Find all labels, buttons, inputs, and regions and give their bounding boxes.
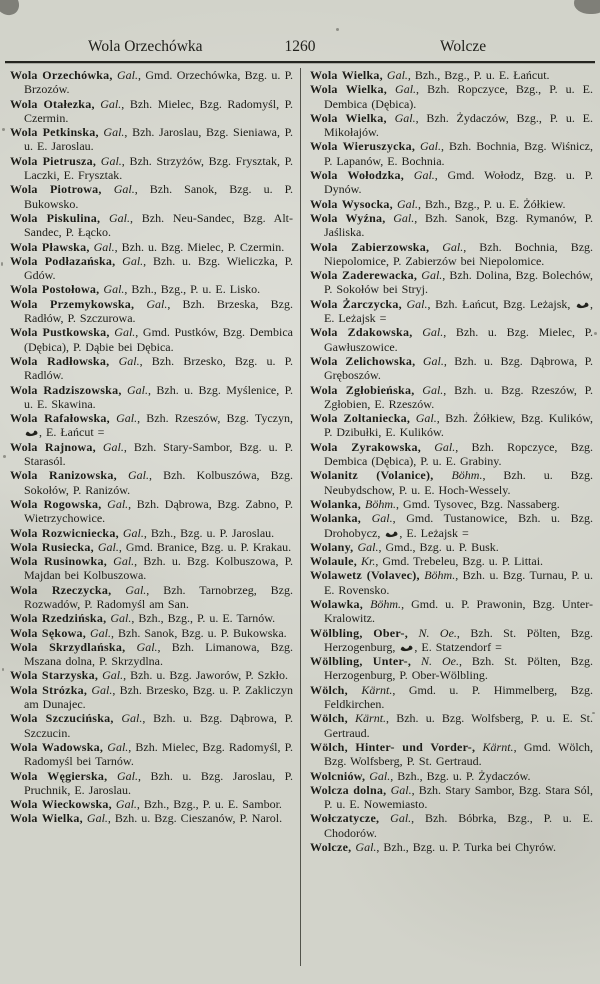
gazetteer-entry: Wola Wieckowska, Gal., Bzh., Bzg., P. u. E. Sambor. [10, 797, 282, 812]
post-horn-icon [400, 644, 413, 652]
entry-region-abbrev: Gal. [422, 353, 444, 368]
entry-headword: Wola Rzeczycka, [10, 582, 112, 597]
gazetteer-entry: Wola Otałezka, Gal., Bzh. Mielec, Bzg. Radomyśl, P. Czermin. [10, 96, 293, 125]
entry-headword: Wola Zoltaniecka, [310, 411, 411, 426]
post-horn-icon [25, 429, 38, 437]
gazetteer-entry: Wola Rogowska, Gal., Bzh. Dąbrowa, Bzg. Zabno, P. Wietrzychowice. [10, 496, 294, 526]
entry-region-abbrev: Gal. [113, 554, 135, 569]
entry-region-abbrev: Gal. [395, 82, 417, 97]
entry-region-abbrev: Gal. [86, 811, 108, 826]
gazetteer-entry: Wola Szczucińska, Gal., Bzh. u. Bzg. Dąbrowa, P. Szczucin. [10, 711, 294, 740]
entry-region-abbrev: Gal. [121, 711, 143, 726]
entry-region-abbrev: Gal. [118, 353, 140, 368]
gazetteer-entry: Wola Rzedzińska, Gal., Bzh., Bzg., P. u. E. Tarnów. [10, 611, 276, 626]
entry-headword: Wola Rogowska, [10, 496, 102, 511]
entry-headword: Wola Wołodzka, [310, 168, 405, 183]
entry-region-abbrev: N. Oe. [418, 625, 457, 640]
gazetteer-entry: Wolcza dolna, Gal., Bzh. Stary Sambor, Bzg. Stara Sól, P. u. E. Nowemiasto. [310, 782, 593, 812]
entry-region-abbrev: Gal. [146, 296, 168, 311]
entry-region-abbrev: Böhm. [424, 568, 456, 583]
entry-region-abbrev: Gal. [100, 96, 122, 111]
gazetteer-entry: Wola Sękowa, Gal., Bzh. Sanok, Bzg. u. P. Bukowska. [10, 625, 287, 640]
entry-region-abbrev: Gal. [390, 811, 412, 826]
entry-headword: Wola Przemykowska, [10, 296, 135, 311]
gazetteer-entry: Wola Podłazańska, Gal., Bzh. u. Bzg. Wieliczka, P. Gdów. [10, 253, 293, 283]
header-right-keyword: Wolcze [440, 38, 487, 55]
gazetteer-entry: Wölch, Hinter- und Vorder-, Kärnt., Gmd. Wölch, Bzg. Wolfsberg, P. St. Gertraud. [310, 739, 593, 769]
gazetteer-entry: Wölch, Kärnt., Bzh. u. Bzg. Wolfsberg, P. u. E. St. Gertraud. [310, 711, 593, 740]
scan-artifact [3, 455, 6, 458]
entry-region-abbrev: Kr. [361, 554, 376, 569]
entry-headword: Wola Starzyska, [10, 668, 99, 683]
gazetteer-entry: Wola Żarczycka, Gal., Bzh. Łańcut, Bzg. Leżajsk, , E. Leżajsk = [310, 296, 594, 326]
entry-headword: Wölch, Hinter- und Vorder-, [310, 739, 476, 754]
scan-artifact [336, 28, 339, 31]
entry-headword: Wolaule, [310, 554, 358, 569]
entry-region-abbrev: Kärnt. [482, 739, 514, 754]
gazetteer-entry: Wola Petkinska, Gal., Bzh. Jaroslau, Bzg. Sieniawa, P. u. E. Jaroslau. [10, 125, 294, 154]
entry-region-abbrev: Gal. [90, 625, 112, 640]
gazetteer-entry: Wölbling, Ober-, N. Oe., Bzh. St. Pölten, Bzg. Herzogenburg, , E. Statzendorf = [310, 625, 594, 654]
gazetteer-entry: Wola Rafałowska, Gal., Bzh. Rzeszów, Bzg. Tyczyn, , E. Łańcut = [10, 411, 293, 440]
entry-region-abbrev: Böhm. [370, 596, 402, 611]
entry-region-abbrev: Gal. [415, 411, 437, 426]
entry-region-abbrev: Gal. [97, 539, 119, 554]
entry-region-abbrev: N. Oe. [421, 654, 459, 669]
entry-headword: Wola Strózka, [10, 682, 88, 697]
gazetteer-entry: Wola Wielka, Gal., Bzh. Żydaczów, Bzg., P. u. E. Mikołajów. [310, 110, 594, 140]
entry-headword: Wola Węgierska, [10, 768, 108, 783]
entry-headword: Wölch, [310, 682, 348, 697]
gazetteer-entry: Wola Rozwicniecka, Gal., Bzh., Bzg. u. P. Jaroslau. [10, 525, 275, 540]
entry-region-abbrev: Gal. [116, 768, 138, 783]
entry-region-abbrev: Gal. [102, 439, 124, 454]
entry-region-abbrev: Kärnt. [361, 682, 393, 697]
entry-region-abbrev: Gal. [127, 382, 148, 397]
gazetteer-entry: Wola Zgłobieńska, Gal., Bzh. u. Bzg. Rzeszów, P. Zgłobien, E. Rzeszów. [310, 382, 594, 411]
entry-headword: Wolcniów, [310, 768, 366, 783]
entry-region-abbrev: Gal. [136, 639, 158, 654]
gazetteer-entry: Wolcze, Gal., Bzh., Bzg. u. P. Turka bei Chyrów. [310, 840, 556, 855]
gazetteer-entry: Wolawka, Böhm., Gmd. u. P. Prawonin, Bzg. Unter-Kralowitz. [310, 596, 594, 626]
gazetteer-entry: Wola Zdakowska, Gal., Bzh. u. Bzg. Mielec, P. Gawłuszowice. [310, 325, 593, 354]
entry-headword: Wolany, [310, 539, 354, 554]
gazetteer-entry: Wola Rusinowka, Gal., Bzh. u. Bzg. Kolbuszowa, P. Majdan bei Kolbuszowa. [10, 554, 294, 583]
entry-headword: Wola Orzechówka, [10, 68, 113, 82]
entry-headword: Wolcze, [310, 840, 352, 855]
entry-region-abbrev: Gal. [357, 539, 379, 554]
gazetteer-entry: Wola Pustkowska, Gal., Gmd. Pustków, Bzg. Dembica (Dębica), P. Dąbie bei Dębica. [10, 325, 293, 354]
gazetteer-entry: Wola Zaderewacka, Gal., Bzh. Dolina, Bzg. Bolechów, P. Sokołów bei Stryj. [310, 268, 594, 297]
entry-headword: Wola Rusinowka, [10, 554, 107, 569]
entry-headword: Wola Otałezka, [10, 96, 95, 111]
entry-region-abbrev: Gal. [103, 125, 125, 140]
entry-region-abbrev: Gal. [422, 382, 444, 397]
gazetteer-entry: Wola Węgierska, Gal., Bzh. u. Bzg. Jaroslau, P. Pruchnik, E. Jaroslau. [10, 768, 293, 797]
entry-region-abbrev: Gal. [420, 139, 442, 154]
post-horn-icon [576, 301, 589, 309]
entry-headword: Wola Wyźna, [310, 210, 386, 225]
entry-region-abbrev: Böhm. [451, 468, 483, 483]
gazetteer-entry: Wolcniów, Gal., Bzh., Bzg. u. P. Żydaczów. [310, 768, 531, 783]
entry-headword: Wola Ranizowska, [10, 468, 117, 483]
entry-region-abbrev: Gal. [116, 411, 138, 426]
entry-headword: Wola Wielka, [310, 110, 387, 125]
entry-headword: Wolanka, [310, 496, 362, 511]
entry-headword: Wołczatycze, [310, 811, 380, 826]
entry-headword: Wola Piskulina, [10, 210, 101, 225]
entry-headword: Wola Wielka, [10, 811, 83, 826]
gazetteer-entry: Wola Orzechówka, Gal., Gmd. Orzechówka, Bzg. u. P. Brzozów. [10, 68, 294, 97]
entry-headword: Wola Podłazańska, [10, 253, 116, 268]
scan-artifact [2, 128, 5, 131]
gazetteer-entry: Wola Rusiecka, Gal., Gmd. Branice, Bzg. u. P. Krakau. [10, 539, 292, 554]
entry-region-abbrev: Gal. [371, 511, 393, 526]
header-rule [5, 61, 595, 63]
entry-region-abbrev: Gal. [369, 768, 391, 783]
scan-artifact [2, 668, 4, 671]
gazetteer-entry: Wola Piskulina, Gal., Bzh. Neu-Sandec, Bzg. Alt-Sandec, P. Łącko. [10, 210, 294, 240]
gazetteer-entry: Wola Ranizowska, Gal., Bzh. Kolbuszówa, Bzg. Sokołów, P. Ranizów. [10, 468, 294, 497]
gazetteer-entry: Wolawetz (Volavec), Böhm., Bzh. u. Bzg. Turnau, P. u. E. Rovensko. [310, 568, 594, 597]
gazetteer-entry: Wolanka, Böhm., Gmd. Tysovec, Bzg. Nassaberg. [310, 496, 560, 511]
entry-headword: Wola Rafałowska, [10, 411, 110, 426]
gazetteer-entry: Wolaule, Kr., Gmd. Trebeleu, Bzg. u. P. Littai. [310, 554, 544, 569]
entry-headword: Wola Zyrakowska, [310, 439, 421, 454]
gazetteer-entry: Wola Wielka, Gal., Bzh. u. Bzg. Cieszanów, P. Narol. [10, 811, 283, 826]
entry-headword: Wola Zabierzowska, [310, 239, 430, 254]
entry-headword: Wola Rajnowa, [10, 439, 96, 454]
gazetteer-entry: Wola Postołowa, Gal., Bzh., Bzg., P. u. E. Lisko. [10, 282, 261, 297]
column-left [10, 68, 300, 966]
running-header [0, 38, 600, 58]
gazetteer-entry: Wola Piotrowa, Gal., Bzh. Sanok, Bzg. u. P. Bukowsko. [10, 182, 294, 211]
entry-region-abbrev: Böhm. [365, 496, 397, 511]
gazetteer-entry: Wola Rajnowa, Gal., Bzh. Stary-Sambor, Bzg. u. P. Starasól. [10, 439, 293, 469]
gazetteer-entry: Wola Radziszowska, Gal., Bzh. u. Bzg. Myślenice, P. u. E. Skawina. [10, 382, 293, 411]
entry-region-abbrev: Gal. [390, 782, 412, 797]
entry-region-abbrev: Kärnt. [355, 711, 387, 726]
entry-headword: Wolcza dolna, [310, 782, 387, 797]
entry-headword: Wola Rozwicniecka, [10, 525, 119, 540]
gazetteer-entry: Wola Przemykowska, Gal., Bzh. Brzeska, Bzg. Radłów, P. Szczurowa. [10, 296, 293, 326]
entry-region-abbrev: Gal. [127, 468, 149, 483]
entry-headword: Wola Pietrusza, [10, 153, 97, 168]
entry-region-abbrev: Gal. [442, 239, 464, 254]
gazetteer-entry: Wola Wielka, Gal., Bzh., Bzg., P. u. E. Łańcut. [310, 68, 550, 82]
entry-region-abbrev: Gal. [393, 210, 415, 225]
entry-region-abbrev: Gal. [113, 182, 135, 197]
entry-region-abbrev: Gal. [102, 668, 124, 683]
entry-headword: Wola Zgłobieńska, [310, 382, 415, 397]
gazetteer-entry: Wola Pławska, Gal., Bzh. u. Bzg. Mielec, P. Czermin. [10, 239, 285, 254]
entry-region-abbrev: Gal. [103, 282, 125, 297]
entry-headword: Wola Postołowa, [10, 282, 100, 297]
entry-region-abbrev: Gal. [114, 325, 136, 340]
entry-headword: Wola Sękowa, [10, 625, 87, 640]
entry-headword: Wola Wieruszycka, [310, 139, 416, 154]
gazetteer-entry: Wola Radłowska, Gal., Bzh. Brzesko, Bzg. u. P. Radlów. [10, 353, 294, 383]
gazetteer-entry: Wola Zelichowska, Gal., Bzh. u. Bzg. Dąbrowa, P. Gręboszów. [310, 353, 594, 383]
gazetteer-entry: Wola Zyrakowska, Gal., Bzh. Ropczyce, Bzg. Dembica (Dębica), P. u. E. Grabiny. [310, 439, 594, 469]
gazetteer-entry: Wölch, Kärnt., Gmd. u. P. Himmelberg, Bzg. Feldkirchen. [310, 682, 594, 712]
entry-region-abbrev: Gal. [107, 739, 129, 754]
scan-artifact [594, 332, 597, 335]
entry-region-abbrev: Gal. [93, 239, 115, 254]
entry-headword: Wola Szczucińska, [10, 711, 114, 726]
gazetteer-entry: Wola Pietrusza, Gal., Bzh. Strzyżów, Bzg. Frysztak, P. Laczki, E. Frysztak. [10, 153, 294, 183]
entry-headword: Wola Radłowska, [10, 353, 110, 368]
gazetteer-entry: Wola Skrzydlańska, Gal., Bzh. Limanowa, Bzg. Mszana dolna, P. Skrzydlna. [10, 639, 294, 669]
gazetteer-entry: Wolany, Gal., Gmd., Bzg. u. P. Busk. [310, 539, 499, 554]
entry-region-abbrev: Gal. [122, 253, 144, 268]
column-divider [300, 68, 301, 966]
entry-headword: Wola Skrzydlańska, [10, 639, 126, 654]
entry-headword: Wola Wieckowska, [10, 797, 112, 812]
entry-headword: Wola Petkinska, [10, 125, 99, 140]
entry-headword: Wola Rzedzińska, [10, 611, 107, 626]
entry-headword: Wola Piotrowa, [10, 182, 102, 197]
entry-headword: Wölbling, Unter-, [310, 654, 412, 669]
gazetteer-entry: Wola Rzeczycka, Gal., Bzh. Tarnobrzeg, Bzg. Rozwadów, P. Radomyśl am San. [10, 582, 293, 611]
gazetteer-entry: Wola Wielka, Gal., Bzh. Ropczyce, Bzg., P. u. E. Dembica (Dębica). [310, 82, 594, 111]
gazetteer-entry: Wola Zabierzowska, Gal., Bzh. Bochnia, Bzg. Niepolomice, P. Zabierzów bei Niepolomice. [310, 239, 594, 268]
gazetteer-entry: Wölbling, Unter-, N. Oe., Bzh. St. Pölten, Bzg. Herzogenburg, P. Ober-Wölbling. [310, 654, 594, 683]
page-number: 1260 [284, 38, 316, 55]
entry-region-abbrev: Gal. [355, 840, 377, 855]
gazetteer-entry: Wola Wieruszycka, Gal., Bzh. Bochnia, Bzg. Wiśnicz, P. Lapanów, E. Bochnia. [310, 139, 593, 168]
entry-region-abbrev: Gal. [107, 496, 129, 511]
entry-region-abbrev: Gal. [100, 153, 122, 168]
entry-headword: Wola Zaderewacka, [310, 268, 418, 283]
entry-headword: Wolanitz (Volanice), [310, 468, 434, 483]
scan-artifact [1, 262, 3, 266]
entry-region-abbrev: Gal. [115, 797, 137, 812]
scan-artifact [0, 0, 24, 19]
entry-region-abbrev: Gal. [108, 210, 130, 225]
gazetteer-entry: Wola Wołodzka, Gal., Gmd. Wołodz, Bzg. u. P. Dynów. [310, 168, 593, 197]
text-columns [10, 68, 593, 966]
entry-region-abbrev: Gal. [413, 168, 435, 183]
entry-region-abbrev: Gal. [421, 268, 443, 283]
entry-region-abbrev: Gal. [110, 611, 132, 626]
gazetteer-entry: Wola Wyźna, Gal., Bzh. Sanok, Bzg. Rymanów, P. Jaśliska. [310, 210, 594, 240]
entry-headword: Wola Pławska, [10, 239, 90, 254]
entry-region-abbrev: Gal. [422, 325, 444, 340]
entry-headword: Wola Radziszowska, [10, 382, 122, 397]
entry-region-abbrev: Gal. [386, 68, 408, 82]
entry-headword: Wola Wadowska, [10, 739, 104, 754]
entry-headword: Wolawka, [310, 596, 364, 611]
gazetteer-entry: Wołczatycze, Gal., Bzh. Bóbrka, Bzg., P. u. E. Chodorów. [310, 811, 593, 840]
gazetteer-entry: Wolanitz (Volanice), Böhm., Bzh. u. Bzg. Neubydschow, P. u. E. Hoch-Wessely. [310, 468, 593, 497]
entry-region-abbrev: Gal. [122, 525, 144, 540]
entry-headword: Wola Rusiecka, [10, 539, 94, 554]
entry-region-abbrev: Gal. [117, 68, 139, 82]
post-horn-icon [385, 530, 398, 538]
entry-region-abbrev: Gal. [125, 582, 147, 597]
entry-headword: Wolawetz (Volavec), [310, 568, 420, 583]
gazetteer-entry: Wola Zoltaniecka, Gal., Bzh. Żółkiew, Bzg. Kulików, P. Dzibułki, E. Kulików. [310, 411, 594, 440]
scan-artifact [574, 0, 600, 14]
entry-region-abbrev: Gal. [394, 110, 416, 125]
entry-headword: Wola Wielka, [310, 82, 387, 97]
header-left-keyword: Wola Orzechówka [88, 38, 203, 55]
gazetteer-entry: Wola Starzyska, Gal., Bzh. u. Bzg. Jaworów, P. Szkło. [10, 668, 288, 683]
entry-headword: Wolanka, [310, 511, 362, 526]
gazetteer-entry: Wola Strózka, Gal., Bzh. Brzesko, Bzg. u. P. Zakliczyn am Dunajec. [10, 682, 294, 712]
entry-headword: Wola Wielka, [310, 68, 383, 82]
column-right [301, 68, 593, 966]
entry-region-abbrev: Gal. [434, 439, 456, 454]
entry-region-abbrev: Gal. [91, 682, 113, 697]
gazetteer-entry: Wolanka, Gal., Gmd. Tustanowice, Bzh. u. Bzg. Drohobycz, , E. Leżajsk = [310, 511, 593, 540]
entry-headword: Wola Zelichowska, [310, 353, 416, 368]
entry-headword: Wola Zdakowska, [310, 325, 413, 340]
gazetteer-entry: Wola Wadowska, Gal., Bzh. Mielec, Bzg. Radomyśl, P. Radomyśl bei Tarnów. [10, 739, 293, 769]
entry-headword: Wölch, [310, 711, 348, 726]
gazetteer-entry: Wola Wysocka, Gal., Bzh., Bzg., P. u. E. Żółkiew. [310, 196, 566, 211]
entry-region-abbrev: Gal. [396, 196, 418, 211]
entry-region-abbrev: Gal. [406, 296, 428, 311]
entry-headword: Wola Pustkowska, [10, 325, 110, 340]
entry-headword: Wola Żarczycka, [310, 296, 402, 311]
entry-headword: Wola Wysocka, [310, 196, 393, 211]
entry-headword: Wölbling, Ober-, [310, 625, 409, 640]
